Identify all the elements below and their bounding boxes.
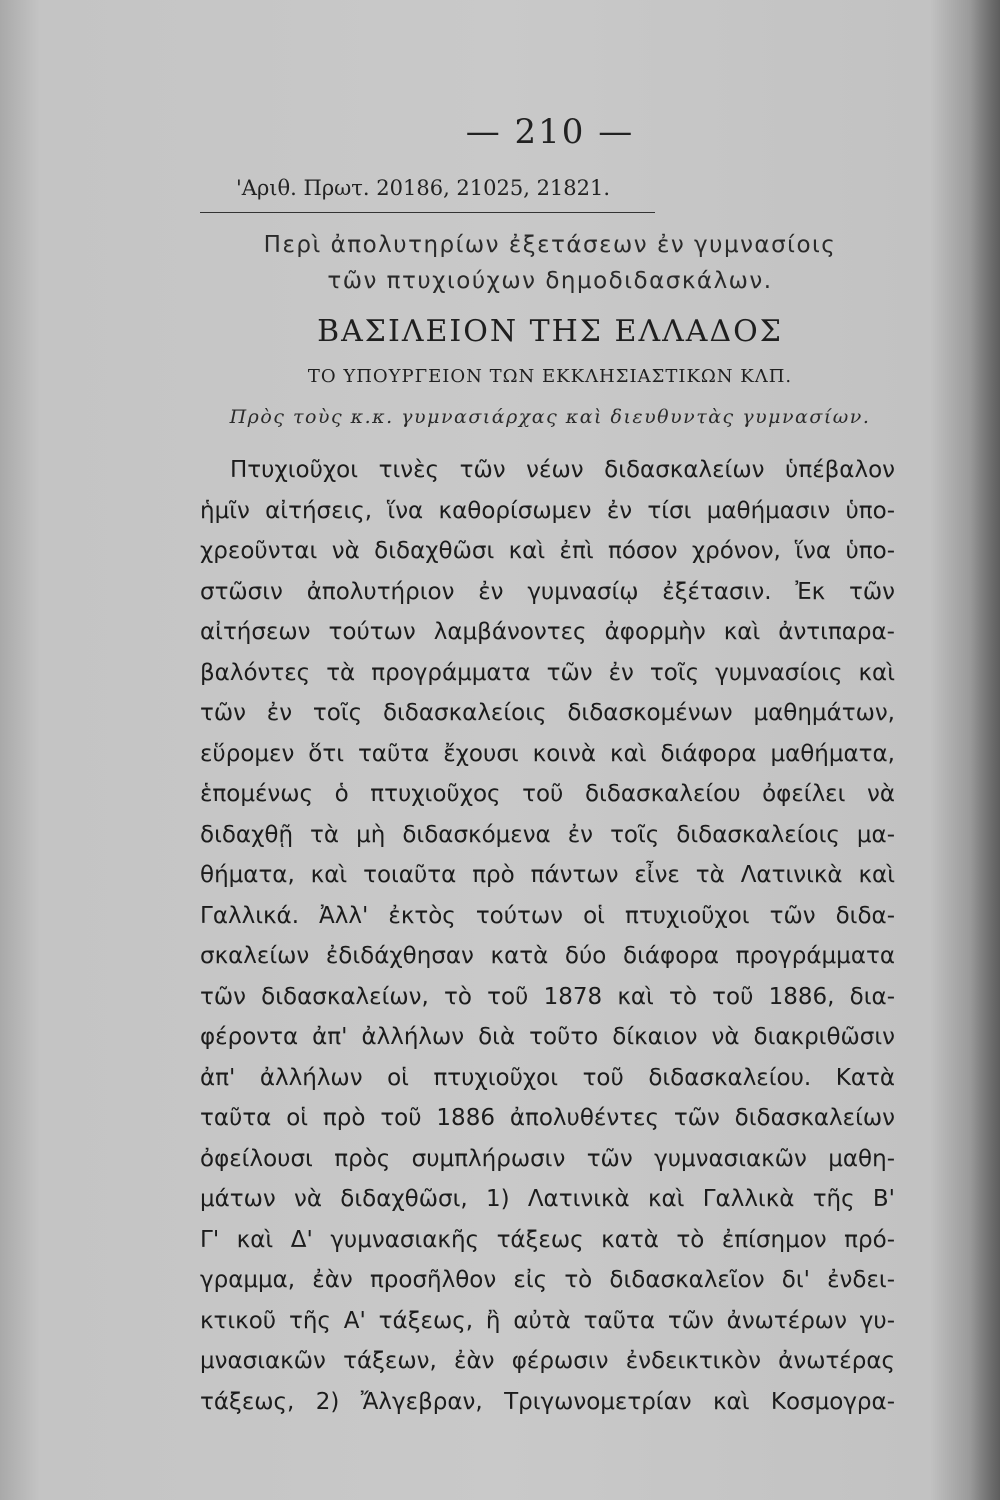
kingdom-heading: ΒΑΣΙΛΕΙΟΝ ΤΗΣ ΕΛΛΑΔΟΣ [317,314,783,349]
body-line: τῶν διδασκαλείων, τὸ τοῦ 1878 καὶ τὸ τοῦ 1886, δια- [200,983,895,1010]
addressee-line: Πρὸς τοὺς κ.κ. γυμνασιάρχας καὶ διευθυντὰς γυμνασίων. [229,406,871,428]
body-line: Γαλλικά. Ἀλλ' ἐκτὸς τούτων οἱ πτυχιοῦχοι τῶν διδα- [200,902,895,929]
body-line: σκαλείων ἐδιδάχθησαν κατὰ δύο διάφορα προγράμματα [200,943,895,969]
body-line: κτικοῦ τῆς Α' τάξεως, ἢ αὐτὰ ταῦτα τῶν ἀνωτέρων γυ- [200,1307,895,1334]
body-line: φέροντα ἀπ' ἀλλήλων διὰ τοῦτο δίκαιον νὰ διακριθῶσιν [200,1024,895,1050]
body-line: ὀφείλουσι πρὸς συμπλήρωσιν τῶν γυμνασιακῶν μαθη- [200,1145,895,1172]
body-line: Γ' καὶ Δ' γυμνασιακῆς τάξεως κατὰ τὸ ἐπίσημον πρό- [200,1226,895,1253]
page-number: — 210 — [465,112,635,152]
body-line: γραμμα, ἐὰν προσῆλθον εἰς τὸ διδασκαλεῖον δι' ἐνδει- [200,1267,895,1293]
body-line: θήματα, καὶ τοιαῦτα πρὸ πάντων εἶνε τὰ Λατινικὰ καὶ [200,862,895,888]
body-line: στῶσιν ἀπολυτήριον ἐν γυμνασίῳ ἐξέτασιν. Ἐκ τῶν [200,578,895,605]
body-line: ἑπομένως ὁ πτυχιοῦχος τοῦ διδασκαλείου ὀφείλει νὰ [200,781,895,807]
subject-line-1: Περὶ ἀπολυτηρίων ἐξετάσεων ἐν γυμνασίοις [263,232,837,258]
protocol-number: 'Αριθ. Πρωτ. 20186, 21025, 21821. [236,176,611,200]
body-line: τάξεως, 2) Ἄλγεβραν, Τριγωνομετρίαν καὶ Κοσμογρα- [200,1388,895,1415]
separator-rule [200,212,655,213]
body-line: διδαχθῇ τὰ μὴ διδασκόμενα ἐν τοῖς διδασκαλείοις μα- [200,821,895,848]
body-line: αἰτήσεων τούτων λαμβάνοντες ἀφορμὴν καὶ ἀντιπαρα- [200,619,895,645]
body-line: ἀπ' ἀλλήλων οἱ πτυχιοῦχοι τοῦ διδασκαλείου. Κατὰ [200,1064,895,1091]
body-line: μάτων νὰ διδαχθῶσι, 1) Λατινικὰ καὶ Γαλλικὰ τῆς Β' [200,1186,895,1212]
body-line: ταῦτα οἱ πρὸ τοῦ 1886 ἀπολυθέντες τῶν διδασκαλείων [200,1105,895,1131]
body-line: μνασιακῶν τάξεων, ἐὰν φέρωσιν ἐνδεικτικὸν ἀνωτέρας [200,1348,895,1374]
body-line: εὕρομεν ὅτι ταῦτα ἔχουσι κοινὰ καὶ διάφορα μαθήματα, [200,740,895,767]
body-line: χρεοῦνται νὰ διδαχθῶσι καὶ ἐπὶ πόσον χρόνον, ἵνα ὑπο- [200,538,895,564]
body-paragraph [200,450,895,1422]
body-line: Πτυχιοῦχοι τινὲς τῶν νέων διδασκαλείων ὑπέβαλον [230,457,895,483]
body-line: βαλόντες τὰ προγράμματα τῶν ἐν τοῖς γυμνασίοις καὶ [200,659,895,686]
subject-line-2: τῶν πτυχιούχων δημοδιδασκάλων. [327,268,773,294]
page-gutter-shadow [970,0,1000,1500]
body-line: ἡμῖν αἰτήσεις, ἵνα καθορίσωμεν ἐν τίσι μαθήμασιν ὑπο- [200,497,895,524]
ministry-heading: ΤΟ ΥΠΟΥΡΓΕΙΟΝ ΤΩΝ ΕΚΚΛΗΣΙΑΣΤΙΚΩΝ ΚΛΠ. [307,366,793,387]
body-line: τῶν ἐν τοῖς διδασκαλείοις διδασκομένων μαθημάτων, [200,700,895,726]
